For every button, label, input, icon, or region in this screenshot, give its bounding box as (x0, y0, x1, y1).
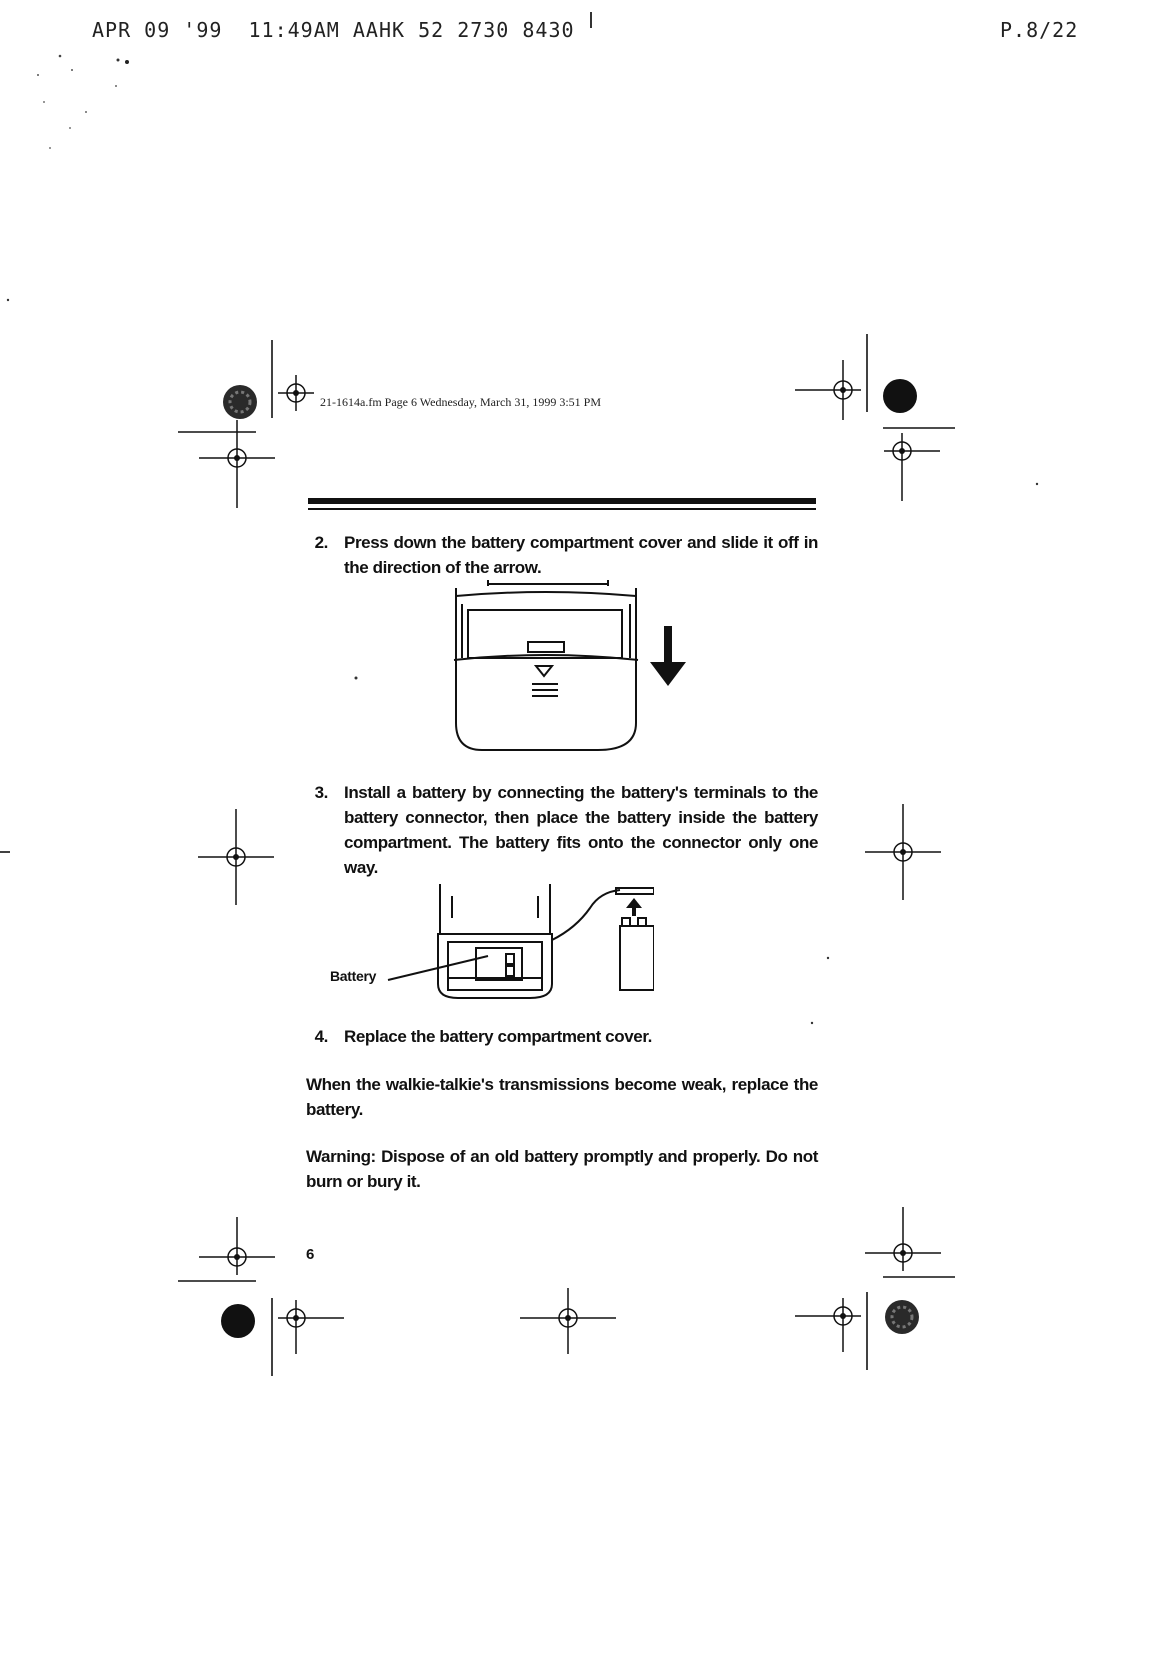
warning-label: Warning: (306, 1147, 376, 1166)
color-bar-dot (223, 385, 257, 419)
step-text: Press down the battery compartment cover and slide it off in the direction of the arrow. (344, 533, 818, 577)
fax-date: APR 09 '99 (92, 18, 223, 42)
replace-battery-note: When the walkie-talkie's transmissions become weak, replace the battery. (306, 1075, 818, 1119)
battery-callout-label: Battery (330, 968, 377, 984)
battery-cover-illustration (448, 578, 728, 768)
fax-sender: AAHK 52 2730 8430 (352, 18, 575, 42)
color-bar-dot (885, 1300, 919, 1334)
registration-target (199, 420, 275, 508)
step-text: Install a battery by connecting the battery's terminals to the battery connector, then place the battery inside the battery compartment. The battery fits onto the connector only one way. (344, 783, 818, 877)
registration-target (795, 1298, 861, 1352)
page-number: 6 (306, 1246, 315, 1263)
registration-target (865, 1207, 941, 1271)
step-4 (306, 1024, 818, 1049)
registration-target (278, 1300, 344, 1354)
fax-page-indicator: P.8/22 (1000, 18, 1079, 42)
step-number: 4. (314, 1027, 328, 1046)
step-number: 3. (314, 783, 328, 802)
section-rule-thin (308, 508, 816, 510)
registration-target (199, 1217, 275, 1275)
step-number: 2. (314, 533, 328, 552)
warning-note (306, 1144, 818, 1194)
fax-time: 11:49AM (248, 18, 340, 42)
step-3 (306, 780, 818, 880)
section-rule (308, 498, 816, 504)
registration-target (795, 360, 861, 420)
file-slug: 21-1614a.fm Page 6 Wednesday, March 31, 1999 3:51 PM (320, 395, 601, 409)
warning-text: Dispose of an old battery promptly and properly. Do not burn or bury it. (306, 1147, 819, 1191)
battery-install-illustration (324, 884, 654, 1014)
step-2 (306, 530, 818, 580)
color-bar-dot (221, 1304, 255, 1338)
color-bar-dot (883, 379, 917, 413)
registration-target (884, 433, 940, 501)
step-text: Replace the battery compartment cover. (344, 1027, 652, 1046)
